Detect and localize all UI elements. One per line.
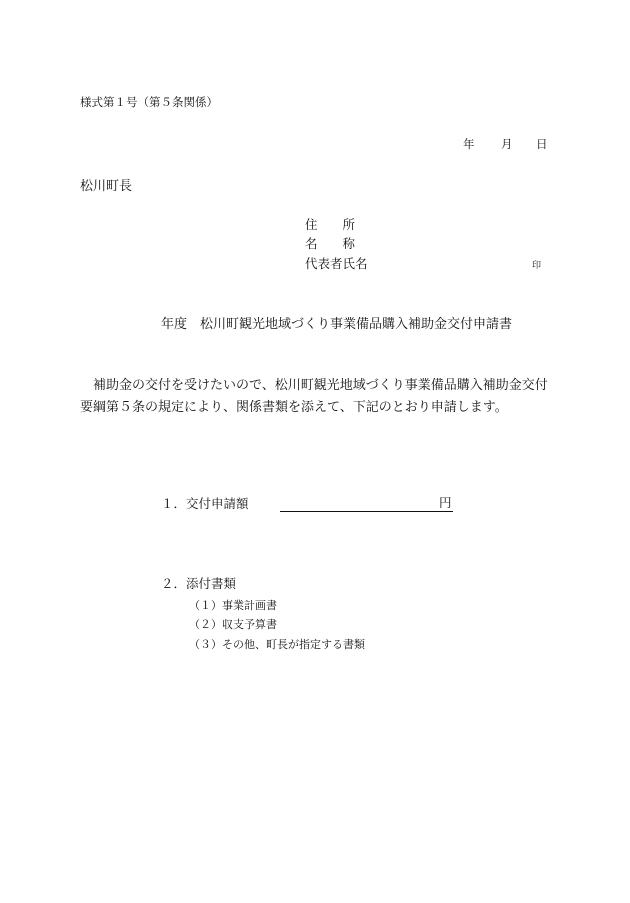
document-title: 年度 松川町観光地域づくり事業備品購入補助金交付申請書	[161, 317, 513, 332]
attachment-item: （３）その他、町長が指定する書類	[189, 638, 365, 651]
representative-label: 代表者氏名	[305, 256, 368, 271]
address-label: 住 所	[305, 217, 356, 232]
attachment-item: （２）収支予算書	[189, 618, 277, 631]
form-number: 様式第１号（第５条関係）	[80, 95, 218, 109]
body-paragraph: 補助金の交付を受けたいので、松川町観光地域づくり事業備品購入補助金交付要綱第５条の規定により、関係書類を添えて、下記のとおり申請します。	[80, 378, 548, 415]
attachments-heading: ２．添付書類	[161, 576, 237, 591]
amount-heading: １．交付申請額	[161, 496, 249, 511]
amount-unit: 円	[439, 495, 452, 510]
amount-underline	[280, 511, 453, 512]
name-label: 名 称	[305, 236, 356, 251]
date-day-label: 日	[536, 137, 548, 151]
attachment-item: （１）事業計画書	[189, 599, 277, 612]
date-month-label: 月	[501, 137, 513, 151]
seal-mark: 印	[532, 261, 542, 271]
date-year-label: 年	[463, 137, 475, 151]
addressee: 松川町長	[80, 179, 133, 194]
